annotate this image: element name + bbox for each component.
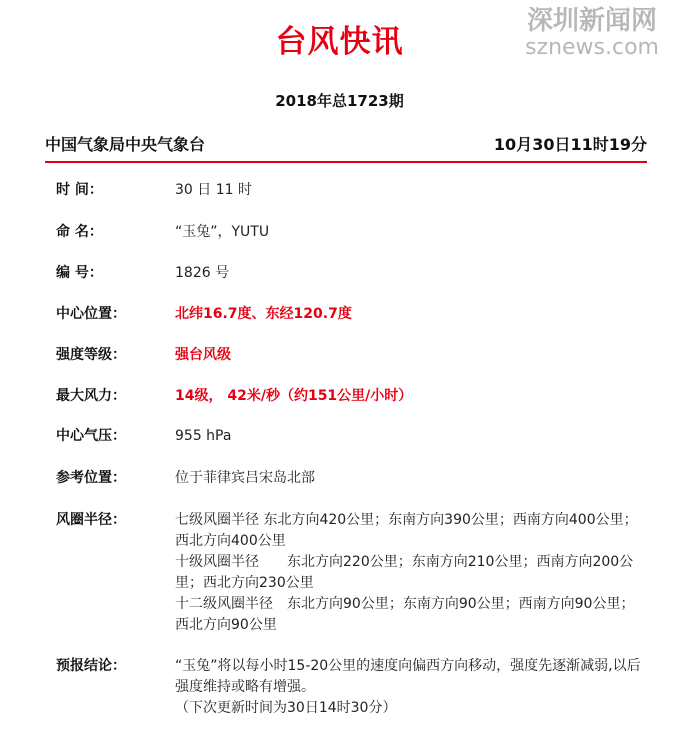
field-value: 14级， 42米/秒（约151公里/小时） xyxy=(175,388,413,404)
field-label: 参考位置： xyxy=(56,470,126,486)
field-reference xyxy=(56,468,656,489)
field-value xyxy=(175,656,645,719)
watermark-cn: 深圳新闻网 xyxy=(527,6,658,36)
field-time xyxy=(56,180,645,201)
radius-line-7: 七级风圈半径 东北方向420公里；东南方向390公里；西南方向400公里；西北方向400公里 xyxy=(175,512,638,549)
red-divider xyxy=(45,161,647,163)
field-name xyxy=(56,222,656,243)
issue-time: 10月30日11时19分 xyxy=(493,135,647,154)
field-label: 中心位置： xyxy=(56,306,126,322)
agency-row xyxy=(45,132,647,156)
forecast-text: “玉兔”将以每小时15-20公里的速度向偏西方向移动，强度先逐渐减弱,以后强度维持或略有增强。 xyxy=(175,658,641,695)
field-label: 时 间： xyxy=(56,182,103,198)
field-forecast xyxy=(56,656,656,719)
field-max-wind xyxy=(56,386,656,407)
radius-line-10: 十级风圈半径 东北方向220公里；东南方向210公里；西南方向200公里；西北方向230公里 xyxy=(175,554,634,591)
watermark-logo xyxy=(525,6,659,60)
radius-line-12: 十二级风圈半径 东北方向90公里；东南方向90公里；西南方向90公里；西北方向90公里 xyxy=(175,596,635,633)
field-label: 预报结论： xyxy=(56,658,126,674)
field-value: 强台风级 xyxy=(175,347,231,363)
field-intensity xyxy=(56,345,656,366)
watermark-en: sznews.com xyxy=(525,35,659,60)
field-wind-radius xyxy=(56,510,656,636)
field-label: 最大风力： xyxy=(56,388,126,404)
field-label: 编 号： xyxy=(56,265,103,281)
field-label: 中心气压： xyxy=(56,428,126,444)
field-value: 位于菲律宾吕宋岛北部 xyxy=(175,470,315,486)
field-value: 1826 号 xyxy=(175,265,230,281)
field-label: 风圈半径： xyxy=(56,512,126,528)
field-value xyxy=(175,510,645,636)
field-pressure xyxy=(56,426,656,447)
field-value: 955 hPa xyxy=(175,428,232,444)
issue-number: 2018年总1723期 xyxy=(275,92,404,110)
agency-name: 中国气象局中央气象台 xyxy=(45,135,206,154)
field-label: 命 名： xyxy=(56,224,103,240)
page-title: 台风快讯 xyxy=(275,24,404,60)
next-update: （下次更新时间为30日14时30分） xyxy=(175,700,397,716)
field-label: 强度等级： xyxy=(56,347,126,363)
field-center-position xyxy=(56,304,656,325)
field-value: “玉兔”，YUTU xyxy=(175,224,270,240)
field-value: 30 日 11 时 xyxy=(175,182,252,198)
field-value: 北纬16.7度、东经120.7度 xyxy=(175,306,352,322)
field-number xyxy=(56,263,656,284)
header xyxy=(0,0,679,80)
